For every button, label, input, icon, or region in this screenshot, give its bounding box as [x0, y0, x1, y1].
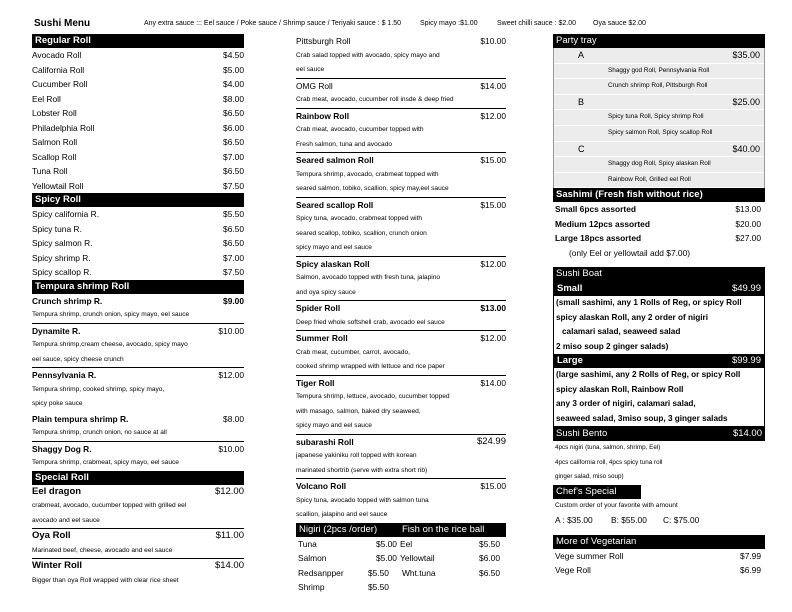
- item-price: $7.00: [223, 151, 244, 162]
- item-name: Small 6pcs assorted: [555, 204, 636, 215]
- menu-item: [553, 231, 765, 246]
- item-description: spicy mayo and eel sauce: [296, 244, 372, 251]
- boat-contents: any 3 order of nigiri, calamari salad,: [556, 399, 696, 409]
- item-price: $12.00: [480, 258, 506, 269]
- item-name: Spicy alaskan Roll: [296, 258, 370, 269]
- item-price: $8.00: [223, 413, 244, 424]
- item-description: Tempura shrimp, crunch onion, no sauce at all: [32, 429, 167, 436]
- menu-item: [32, 528, 244, 544]
- nigiri-header: [296, 523, 506, 537]
- item-description: Spicy tuna, avocado topped with salmon tuna: [296, 496, 429, 504]
- item-description: Tempura shrimp, crunch onion, spicy mayo, eel sauce: [32, 311, 190, 318]
- nigiri-row: [296, 566, 506, 581]
- nigiri-price: $5.50: [479, 538, 500, 549]
- item-name: OMG Roll: [296, 80, 333, 91]
- bento-title: Sushi Bento: [556, 428, 608, 440]
- vegetarian-header: More of Vegetarian: [553, 535, 765, 549]
- item-name: Spider Roll: [296, 303, 341, 313]
- boat-price: $49.99: [731, 283, 761, 295]
- bento-contents: 4pcs california roll, 4pcs spicy tuna roll: [555, 458, 663, 466]
- chef-special-options: [553, 513, 765, 528]
- menu-item: [32, 251, 244, 266]
- item-price: $10.00: [480, 36, 506, 46]
- menu-item: [32, 179, 244, 194]
- item-description: Tempura shrimp, cooked shrimp, spicy mayo,: [32, 385, 165, 393]
- item-price: $27.00: [735, 233, 761, 244]
- item-name: Medium 12pcs assorted: [555, 218, 650, 229]
- item-description: avocado and eel sauce: [32, 516, 100, 524]
- item-price: $20.00: [735, 218, 761, 229]
- menu-item: [32, 367, 244, 383]
- chef-option-a: A : $35.00: [555, 515, 593, 526]
- nigiri-title: Nigiri (2pcs /order): [299, 523, 378, 535]
- column-right: [553, 34, 765, 578]
- menu-item: [553, 202, 765, 217]
- tray-label: C: [578, 143, 585, 154]
- bento-contents: 4pcs nigiri (tuna, salmon, shrimp, Eel): [555, 444, 661, 452]
- special-roll-header: Special Roll: [32, 471, 244, 485]
- nigiri-name: Salmon: [298, 553, 327, 564]
- boat-contents: (large sashimi, any 2 Rolls of Reg, or spicy Roll: [556, 370, 741, 380]
- item-description: Spicy tuna, avocado, crabmeat topped with: [296, 215, 423, 222]
- item-description: spicy mayo and eel sauce: [296, 422, 372, 429]
- item-price: $13.00: [480, 303, 506, 313]
- item-description: Fresh salmon, tuna and avocado: [296, 140, 393, 148]
- nigiri-row: [296, 537, 506, 552]
- item-description: Tempura shrimp, lettuce, avocado, cucumber topped: [296, 393, 450, 400]
- menu-item: [32, 265, 244, 280]
- nigiri-name: Tuna: [298, 538, 317, 549]
- tray-price: $35.00: [732, 50, 760, 60]
- item-price: $24.99: [476, 435, 506, 447]
- menu-item: [32, 48, 244, 63]
- item-description: and oya spicy sauce: [296, 288, 356, 296]
- item-name: Volcano Roll: [296, 481, 347, 491]
- party-tray-header: Party tray: [553, 34, 765, 48]
- item-name: Plain tempura shrimp R.: [32, 413, 129, 424]
- nigiri-price: $6.50: [479, 567, 500, 578]
- item-name: California Roll: [32, 64, 85, 75]
- regular-roll-header: Regular Roll: [32, 34, 244, 48]
- nigiri-price: $5.50: [368, 582, 389, 593]
- extra-sauce-note: Any extra sauce ::: Eel sauce / Poke sauce / Shrimp sauce / Teriyaki sauce : $ 1.50: [144, 20, 402, 27]
- item-name: Eel Roll: [32, 93, 61, 104]
- item-price: $8.00: [223, 93, 244, 104]
- item-name: Yellowtail Roll: [32, 180, 84, 191]
- item-description: Deep fried whole softshell crab, avocado eel sauce: [296, 318, 445, 326]
- menu-item: [32, 412, 244, 427]
- item-name: Pennsylvania R.: [32, 370, 97, 380]
- item-price: $14.00: [214, 560, 244, 571]
- menu-item: [32, 323, 244, 339]
- item-name: subarashi Roll: [296, 436, 354, 447]
- menu-item: [296, 34, 506, 49]
- item-price: $6.50: [223, 166, 244, 176]
- item-name: Scallop Roll: [32, 151, 77, 162]
- item-name: Spicy california R.: [32, 209, 100, 219]
- spicy-roll-header: Spicy Roll: [32, 193, 244, 207]
- column-left: [32, 34, 244, 588]
- menu-item: [296, 434, 506, 450]
- menu-item: [553, 217, 765, 232]
- item-price: $6.50: [223, 108, 244, 118]
- boat-contents: 2 miso soup 2 ginger salads): [556, 341, 669, 351]
- item-name: Seared scallop Roll: [296, 199, 374, 210]
- item-name: Dynamite R.: [32, 325, 81, 336]
- boat-contents: calamari salad, seaweed salad: [562, 327, 681, 337]
- item-name: Vege summer Roll: [555, 550, 624, 561]
- item-price: $7.50: [223, 180, 244, 191]
- oya-sauce-note: Oya sauce $2.00: [593, 20, 646, 27]
- item-description: Crab meat, avocado, cucumber roll insde & deep fried: [296, 96, 454, 103]
- item-price: $4.50: [223, 50, 244, 60]
- menu-item: [296, 375, 506, 391]
- item-price: $9.00: [223, 295, 244, 306]
- menu-item: [32, 558, 244, 574]
- item-description: seared scallop, tobiko, scallion, crunch onion: [296, 229, 427, 237]
- item-price: $10.00: [218, 325, 244, 336]
- nigiri-price: $5.00: [376, 553, 397, 564]
- spicy-mayo-note: Spicy mayo :$1.00: [420, 20, 478, 27]
- item-description: japanese yakiniku roll topped with korean: [296, 452, 417, 459]
- menu-item: [32, 441, 244, 457]
- menu-item: [32, 485, 244, 500]
- item-description: Crab meat, cucumber, carrot, avocado,: [296, 348, 410, 356]
- boat-small-label: [554, 282, 764, 296]
- nigiri-row: [296, 580, 506, 595]
- menu-item: [32, 150, 244, 165]
- item-description: marinated shortrib (serve with extra short rib): [296, 466, 428, 474]
- sushi-boat-header: Sushi Boat: [553, 267, 765, 281]
- item-name: Tuna Roll: [32, 166, 68, 176]
- item-price: $14.00: [480, 377, 506, 388]
- item-price: $5.00: [223, 64, 244, 75]
- tray-contents: Crunch shrimp Roll, Pittsburgh Roll: [554, 79, 764, 95]
- item-price: $7.00: [223, 252, 244, 263]
- item-description: Salmon, avocado topped with fresh tuna, jalapino: [296, 274, 441, 281]
- menu-item: [296, 330, 506, 346]
- item-name: Pittsburgh Roll: [296, 36, 351, 46]
- menu-item: [32, 222, 244, 237]
- menu-item: [32, 92, 244, 107]
- item-description: scallion, jalapino and eel sauce: [296, 511, 388, 518]
- tray-contents: Rainbow Roll, Grilled eel Roll: [554, 173, 764, 189]
- item-description: Marinated beef, cheese, avocado and eel sauce: [32, 546, 173, 554]
- item-price: $6.99: [740, 565, 761, 576]
- menu-header: [34, 18, 764, 34]
- nigiri-name: Redsanpper: [298, 567, 344, 578]
- item-price: $7.50: [223, 267, 244, 277]
- item-description: Bigger than oya Roll wrapped with clear rice sheet: [32, 576, 179, 584]
- tray-contents: Spicy tuna Roll, Spicy shrimp Roll: [554, 110, 764, 126]
- nigiri-row: [296, 551, 506, 566]
- item-description: spicy poke sauce: [32, 400, 83, 407]
- item-price: $6.50: [223, 137, 244, 147]
- tray-option: [554, 142, 764, 158]
- boat-price: $99.99: [731, 355, 761, 367]
- boat-size: Small: [557, 283, 583, 295]
- item-name: Shaggy Dog R.: [32, 443, 92, 454]
- tray-contents: Spicy salmon Roll, Spicy scallop Roll: [554, 126, 764, 142]
- item-price: $13.00: [735, 204, 761, 215]
- item-name: Oya Roll: [32, 530, 71, 541]
- item-price: $6.50: [223, 238, 244, 248]
- boat-large-label: [554, 354, 764, 368]
- nigiri-subtitle: Fish on the rice ball: [402, 523, 485, 535]
- nigiri-price: $6.00: [479, 553, 500, 564]
- item-price: $6.00: [223, 122, 244, 133]
- menu-item: [296, 197, 506, 213]
- menu-item: [296, 256, 506, 272]
- menu-item: [32, 207, 244, 222]
- menu-item: [32, 106, 244, 121]
- menu-item: [32, 164, 244, 179]
- sashimi-note: (only Eel or yellowtail add $7.00): [569, 247, 691, 258]
- item-description: eel sauce, spicy cheese crunch: [32, 355, 124, 363]
- item-price: $12.00: [218, 370, 244, 380]
- tray-price: $40.00: [732, 143, 760, 154]
- item-price: $15.00: [480, 155, 506, 165]
- item-price: $12.00: [480, 110, 506, 121]
- item-name: Crunch shrimp R.: [32, 295, 103, 306]
- item-price: $12.00: [480, 333, 506, 343]
- nigiri-name: Yellowtail: [400, 553, 435, 564]
- item-description: Crab meat, avocado, cucumber topped with: [296, 126, 424, 133]
- tray-option: [554, 95, 764, 111]
- nigiri-name: Wht.tuna: [402, 567, 436, 578]
- item-description: Tempura shrimp, crabmeat, spicy mayo, eel sauce: [32, 459, 179, 466]
- item-price: $6.50: [223, 223, 244, 234]
- item-name: Eel dragon: [32, 485, 82, 497]
- chef-special-text: Custom order of your favorite with amount: [555, 501, 678, 509]
- tray-label: B: [578, 96, 585, 107]
- sushi-boat-box: [553, 281, 765, 427]
- item-name: Winter Roll: [32, 560, 83, 571]
- menu-item: [296, 78, 506, 94]
- nigiri-price: $5.00: [376, 538, 397, 549]
- item-name: Spicy scallop R.: [32, 267, 92, 277]
- item-description: Crab salad topped with avocado, spicy mayo and: [296, 51, 440, 59]
- item-price: $15.00: [480, 481, 506, 491]
- item-name: Tiger Roll: [296, 377, 335, 388]
- item-name: Vege Roll: [555, 565, 591, 576]
- tempura-roll-header: Tempura shrimp Roll: [32, 280, 244, 294]
- menu-item: [32, 135, 244, 150]
- item-name: Avocado Roll: [32, 50, 82, 60]
- menu-item: [32, 294, 244, 309]
- boat-contents: seaweed salad, 3miso soup, 3 ginger salads: [556, 413, 728, 423]
- item-name: Spicy shrimp R.: [32, 252, 91, 263]
- menu-item: [32, 63, 244, 78]
- menu-item: [296, 478, 506, 494]
- item-name: Spicy salmon R.: [32, 238, 93, 248]
- column-middle: [296, 34, 506, 595]
- item-name: Seared salmon Roll: [296, 155, 374, 165]
- item-description: crabmeat, avocado, cucumber topped with grilled eel: [32, 502, 187, 509]
- tray-contents: Shaggy god Roll, Pennsylvania Roll: [554, 64, 764, 80]
- boat-contents: spicy alaskan Roll, Rainbow Roll: [556, 384, 684, 394]
- tray-contents: Shaggy dog Roll, Spicy alaskan Roll: [554, 157, 764, 173]
- bento-price: $14.00: [732, 428, 762, 440]
- boat-size: Large: [557, 355, 583, 367]
- menu-item: [296, 300, 506, 316]
- tray-option: [554, 48, 764, 64]
- item-description: cooked shrimp wrapped with lettuce and rice paper: [296, 363, 445, 370]
- menu-item: [32, 236, 244, 251]
- nigiri-name: Eel: [400, 538, 413, 549]
- menu-item: [553, 549, 765, 564]
- boat-contents: spicy alaskan Roll, any 2 order of nigiri: [556, 312, 708, 322]
- item-price: $15.00: [480, 199, 506, 210]
- item-name: Large 18pcs assorted: [555, 233, 642, 244]
- item-description: Tempura shrimp,cream cheese, avocado, spicy mayo: [32, 341, 188, 348]
- menu-item: [296, 152, 506, 168]
- item-name: Lobster Roll: [32, 108, 77, 118]
- item-description: seared salmon, tobiko, scallion, spicy may,eel sauce: [296, 185, 449, 192]
- item-name: Rainbow Roll: [296, 110, 350, 121]
- tray-price: $25.00: [732, 96, 760, 107]
- item-name: Salmon Roll: [32, 137, 78, 147]
- menu-item: [553, 563, 765, 578]
- item-name: Cucumber Roll: [32, 79, 88, 89]
- item-name: Spicy tuna R.: [32, 223, 82, 234]
- sweet-chili-note: Sweet chilli sauce : $2.00: [497, 20, 576, 27]
- item-price: $14.00: [480, 80, 506, 91]
- item-description: Tempura shrimp, avocado, crabmeat topped with: [296, 170, 439, 178]
- menu-item: [32, 121, 244, 136]
- item-price: $12.00: [214, 485, 244, 497]
- item-description: eel sauce: [296, 66, 325, 73]
- party-tray-box: [553, 48, 765, 188]
- sushi-bento-header: [553, 427, 765, 441]
- nigiri-name: Shrimp: [298, 582, 325, 593]
- bento-contents: ginger salad, miso soup): [555, 473, 624, 481]
- boat-contents: (small sashimi, any 1 Rolls of Reg, or spicy Roll: [556, 298, 742, 308]
- item-price: $4.00: [223, 79, 244, 89]
- chef-option-b: B: $55.00: [611, 515, 647, 526]
- item-description: with masago, salmon, baked dry seaweed,: [296, 407, 421, 415]
- menu-item: [32, 77, 244, 92]
- item-price: $11.00: [215, 530, 244, 541]
- tray-label: A: [578, 50, 585, 60]
- item-price: $7.99: [740, 550, 761, 561]
- item-price: $5.50: [223, 209, 244, 219]
- item-price: $10.00: [218, 443, 244, 454]
- menu-item: [296, 108, 506, 124]
- chef-option-c: C: $75.00: [663, 515, 700, 526]
- nigiri-price: $5.50: [368, 567, 389, 578]
- item-name: Summer Roll: [296, 333, 348, 343]
- sashimi-header: Sashimi (Fresh fish without rice): [553, 188, 765, 202]
- menu-title: Sushi Menu: [34, 18, 91, 29]
- chef-special-header: Chef's Special: [553, 485, 641, 499]
- item-name: Philadelphia Roll: [32, 122, 95, 133]
